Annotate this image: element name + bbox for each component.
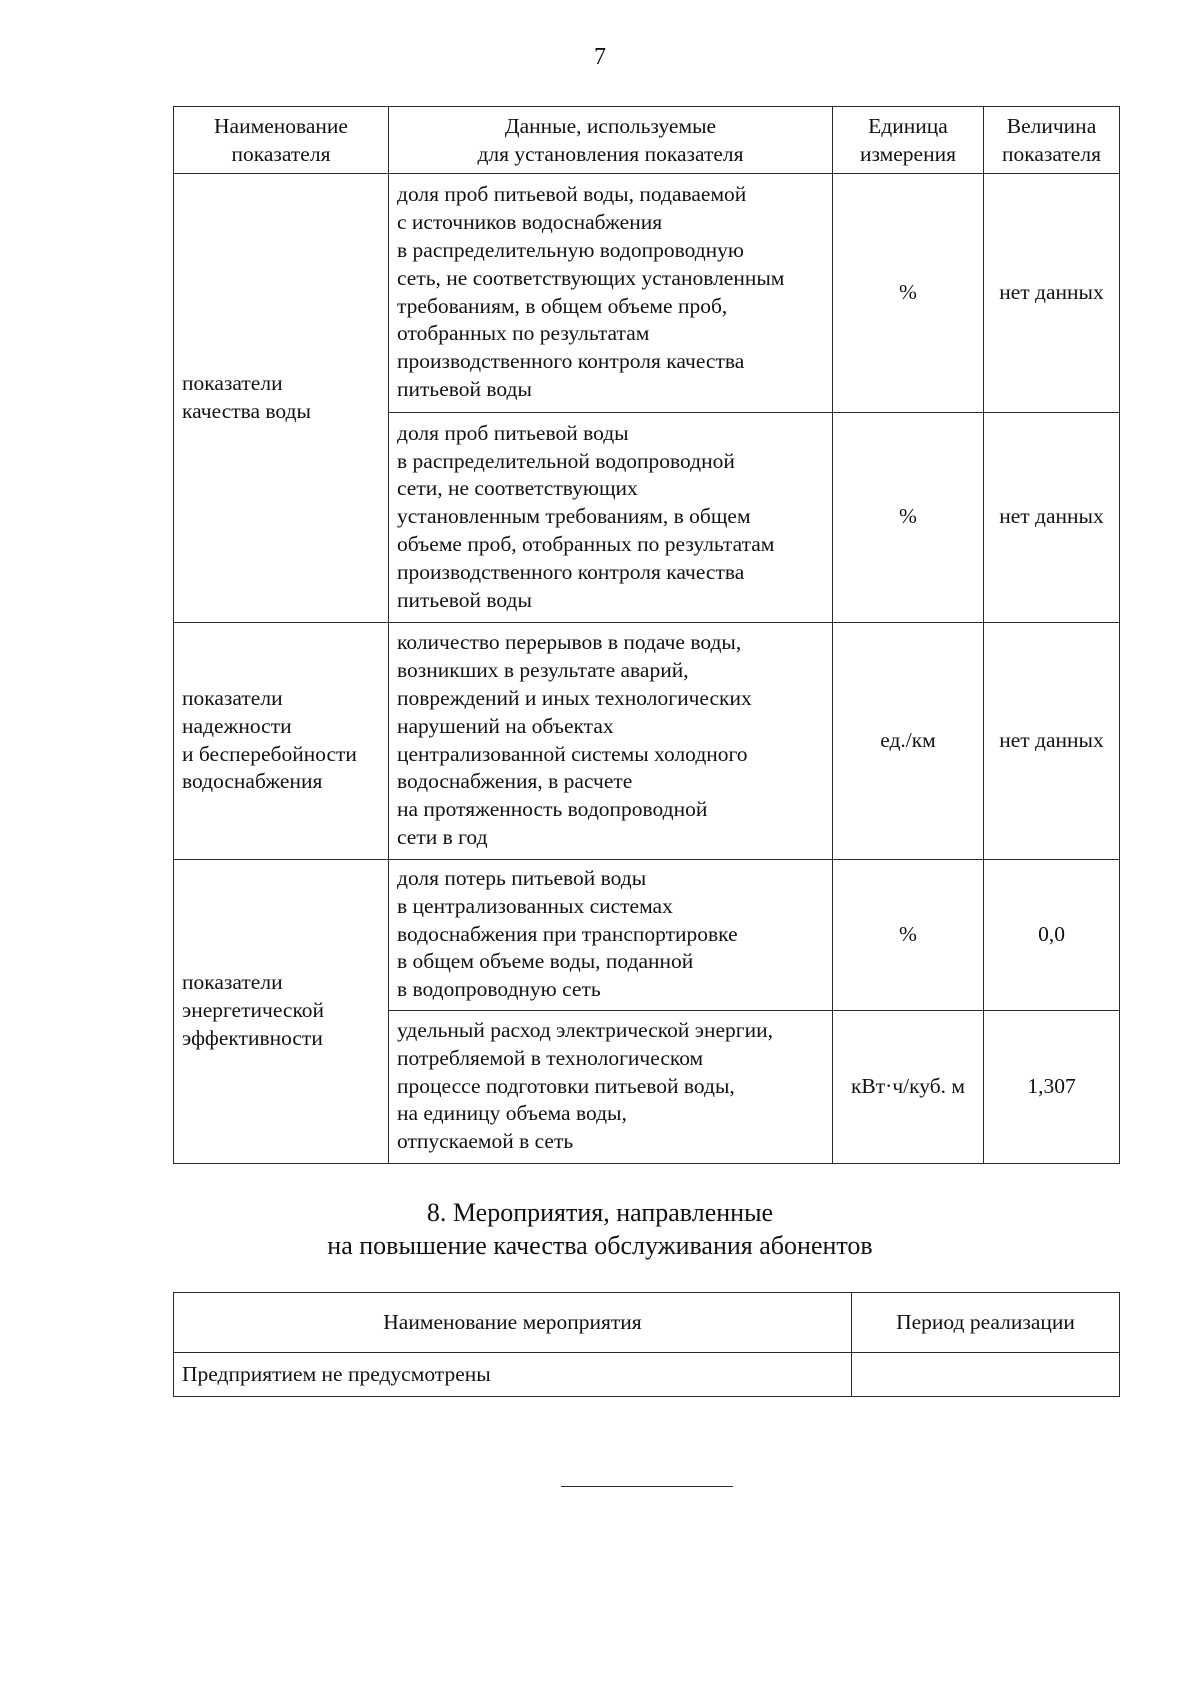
group-name-text: показатели качества воды <box>182 370 311 423</box>
header-indicator-value-text: Величина показателя <box>1002 114 1101 166</box>
table-row <box>174 859 1120 1010</box>
indicator-unit-cell: % <box>833 859 984 1010</box>
indicator-data-cell: доля проб питьевой воды в распределительной водопроводной сети, не соответствующих установленным требованиям, в общем объеме проб, отобранных по результатам производственного контроля качества питьевой воды <box>389 412 833 622</box>
indicator-value-cell: нет данных <box>984 173 1120 412</box>
event-name-cell: Предприятием не предусмотрены <box>174 1353 852 1397</box>
indicator-data-cell: удельный расход электрической энергии, потребляемой в технологическом процессе подготовки питьевой воды, на единицу объема воды, отпускаемой в сеть <box>389 1010 833 1163</box>
events-table <box>173 1292 1120 1397</box>
indicators-header-row <box>174 107 1120 174</box>
header-indicator-data-text: Данные, используемые для установления показателя <box>477 114 744 166</box>
indicator-unit-cell: % <box>833 412 984 622</box>
section-title-line-1: 8. Мероприятия, направленные <box>426 1198 774 1227</box>
indicator-unit-cell: кВт·ч/куб. м <box>833 1010 984 1163</box>
header-indicator-unit <box>833 107 984 174</box>
indicator-data-cell: количество перерывов в подаче воды, возникших в результате аварий, повреждений и иных технологических нарушений на объектах централизованной системы холодного водоснабжения, в расчете на протяженность водопроводной сети в год <box>389 622 833 859</box>
table-row <box>174 1353 1120 1397</box>
header-indicator-name <box>174 107 389 174</box>
header-indicator-value <box>984 107 1120 174</box>
indicator-data-cell: доля потерь питьевой воды в централизованных системах водоснабжения при транспортировке в общем объеме воды, поданной в водопроводную сеть <box>389 859 833 1010</box>
header-indicator-unit-text: Единица измерения <box>859 114 957 166</box>
event-period-cell <box>852 1353 1120 1397</box>
indicator-unit-cell: ед./км <box>833 622 984 859</box>
indicators-table <box>173 106 1120 1164</box>
header-event-name: Наименование мероприятия <box>174 1293 852 1353</box>
events-header-row <box>174 1293 1120 1353</box>
group-energy-efficiency <box>174 859 389 1163</box>
table-row <box>174 173 1120 412</box>
group-name-text: показатели надежности и бесперебойности водоснабжения <box>182 686 357 794</box>
indicator-value-cell: 1,307 <box>984 1010 1120 1163</box>
group-reliability <box>174 622 389 859</box>
page-number: 7 <box>594 44 606 70</box>
indicator-data-cell: доля проб питьевой воды, подаваемой с источников водоснабжения в распределительную водопроводную сеть, не соответствующих установленным требованиям, в общем объеме проб, отобранных по результатам производственного контроля качества питьевой воды <box>389 173 833 412</box>
section-title-line-2: на повышение качества обслуживания абонентов <box>327 1231 873 1260</box>
header-event-period: Период реализации <box>852 1293 1120 1353</box>
header-indicator-data <box>389 107 833 174</box>
header-indicator-name-text: Наименование показателя <box>214 114 348 166</box>
indicator-value-cell: нет данных <box>984 622 1120 859</box>
table-row <box>174 622 1120 859</box>
indicator-value-cell: нет данных <box>984 412 1120 622</box>
closing-rule <box>561 1486 733 1487</box>
section-title <box>0 1196 1200 1262</box>
indicator-unit-cell: % <box>833 173 984 412</box>
indicator-value-cell: 0,0 <box>984 859 1120 1010</box>
group-water-quality <box>174 173 389 622</box>
group-name-text: показатели энергетической эффективности <box>182 970 325 1050</box>
